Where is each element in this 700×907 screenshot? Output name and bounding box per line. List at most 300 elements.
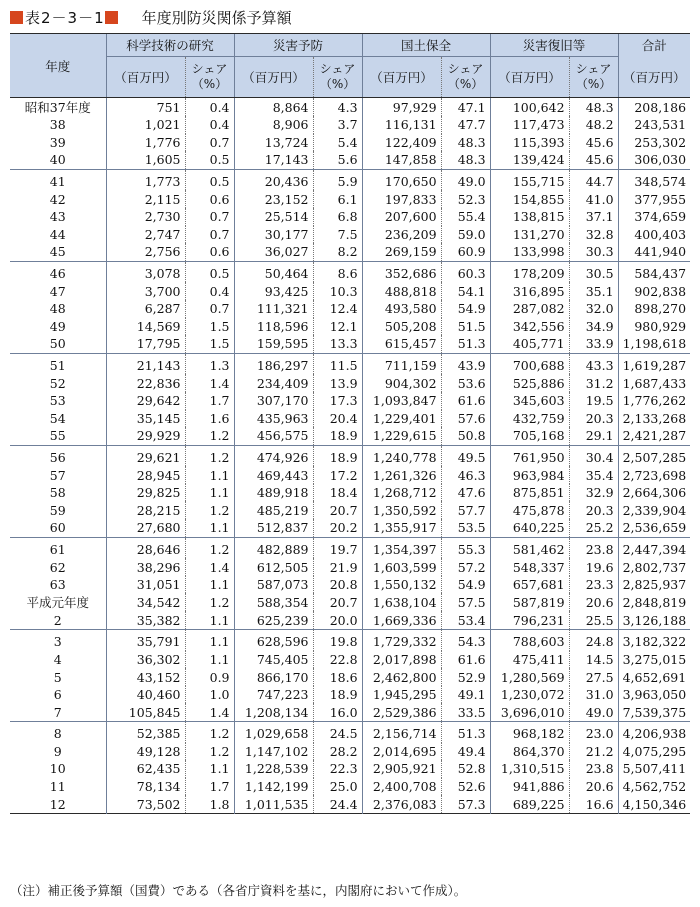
share-cell: 33.9 — [569, 335, 618, 353]
share-cell: 10.3 — [313, 282, 362, 300]
amount-cell: 1,776,262 — [618, 392, 690, 410]
share-cell: 49.1 — [441, 686, 490, 704]
amount-cell: 38,296 — [106, 558, 185, 576]
share-cell: 0.9 — [185, 668, 234, 686]
share-cell: 11.5 — [313, 353, 362, 374]
amount-cell: 1,142,199 — [234, 778, 313, 796]
share-cell: 1.4 — [185, 374, 234, 392]
amount-cell: 28,945 — [106, 466, 185, 484]
share-cell: 1.5 — [185, 335, 234, 353]
table-row — [10, 537, 690, 558]
share-cell: 0.4 — [185, 282, 234, 300]
unit-label: （百万円） — [362, 57, 441, 98]
share-cell: 55.3 — [441, 537, 490, 558]
share-cell: 6.8 — [313, 208, 362, 226]
amount-cell: 105,845 — [106, 703, 185, 721]
amount-cell: 628,596 — [234, 630, 313, 651]
amount-cell: 197,833 — [362, 190, 441, 208]
amount-cell: 155,715 — [490, 169, 569, 190]
table-row — [10, 703, 690, 721]
year-cell: 62 — [49, 559, 66, 575]
share-cell: 17.3 — [313, 392, 362, 410]
table-title-text: 年度別防災関係予算額 — [141, 8, 292, 27]
share-cell: 28.2 — [313, 743, 362, 761]
title-marker-square-icon — [10, 11, 23, 24]
amount-cell: 1,669,336 — [362, 611, 441, 629]
amount-cell: 1,029,658 — [234, 722, 313, 743]
amount-cell: 5,507,411 — [618, 760, 690, 778]
amount-cell: 548,337 — [490, 558, 569, 576]
share-cell: 45.6 — [569, 134, 618, 152]
amount-cell: 2,400,708 — [362, 778, 441, 796]
share-cell: 1.2 — [185, 722, 234, 743]
table-row — [10, 335, 690, 353]
amount-cell: 482,889 — [234, 537, 313, 558]
amount-cell: 78,134 — [106, 778, 185, 796]
share-cell: 19.5 — [569, 392, 618, 410]
share-cell: 27.5 — [569, 668, 618, 686]
share-cell: 24.4 — [313, 795, 362, 813]
amount-cell: 1,354,397 — [362, 537, 441, 558]
share-cell: 22.8 — [313, 651, 362, 669]
year-cell: 49 — [49, 318, 66, 334]
amount-cell: 116,131 — [362, 116, 441, 134]
amount-cell: 1,619,287 — [618, 353, 690, 374]
amount-cell: 3,078 — [106, 261, 185, 282]
amount-cell: 485,219 — [234, 501, 313, 519]
share-cell: 1.8 — [185, 795, 234, 813]
share-cell: 19.7 — [313, 537, 362, 558]
amount-cell: 147,858 — [362, 151, 441, 169]
year-cell: 9 — [53, 743, 62, 759]
amount-cell: 711,159 — [362, 353, 441, 374]
amount-cell: 475,411 — [490, 651, 569, 669]
amount-cell: 1,350,592 — [362, 501, 441, 519]
share-cell: 53.6 — [441, 374, 490, 392]
amount-cell: 6,287 — [106, 300, 185, 318]
amount-cell: 154,855 — [490, 190, 569, 208]
share-cell: 0.7 — [185, 226, 234, 244]
amount-cell: 73,502 — [106, 795, 185, 813]
amount-cell: 1,638,104 — [362, 593, 441, 611]
share-cell: 0.7 — [185, 208, 234, 226]
amount-cell: 27,680 — [106, 519, 185, 537]
share-cell: 51.5 — [441, 318, 490, 336]
share-cell: 52.9 — [441, 668, 490, 686]
share-cell: 30.4 — [569, 445, 618, 466]
table-row — [10, 484, 690, 502]
amount-cell: 700,688 — [490, 353, 569, 374]
amount-cell: 405,771 — [490, 335, 569, 353]
year-cell: 39 — [49, 134, 66, 150]
year-cell: 50 — [49, 336, 66, 352]
share-cell: 33.5 — [441, 703, 490, 721]
table-title — [10, 6, 292, 28]
share-cell: 0.4 — [185, 116, 234, 134]
amount-cell: 4,075,295 — [618, 743, 690, 761]
share-cell: 23.3 — [569, 576, 618, 594]
share-cell: 0.6 — [185, 243, 234, 261]
share-cell: 21.9 — [313, 558, 362, 576]
amount-cell: 512,837 — [234, 519, 313, 537]
amount-cell: 1,228,539 — [234, 760, 313, 778]
amount-cell: 864,370 — [490, 743, 569, 761]
budget-table — [10, 33, 690, 814]
year-cell: 5 — [53, 669, 62, 685]
amount-cell: 4,652,691 — [618, 668, 690, 686]
amount-cell: 2,536,659 — [618, 519, 690, 537]
amount-cell: 588,354 — [234, 593, 313, 611]
share-cell: 20.6 — [569, 778, 618, 796]
amount-cell: 640,225 — [490, 519, 569, 537]
share-cell: 47.1 — [441, 98, 490, 117]
table-row — [10, 558, 690, 576]
share-cell: 35.1 — [569, 282, 618, 300]
amount-cell: 475,878 — [490, 501, 569, 519]
amount-cell: 234,409 — [234, 374, 313, 392]
amount-cell: 3,126,188 — [618, 611, 690, 629]
amount-cell: 35,145 — [106, 410, 185, 428]
share-cell: 23.0 — [569, 722, 618, 743]
amount-cell: 866,170 — [234, 668, 313, 686]
table-row — [10, 374, 690, 392]
share-cell: 1.1 — [185, 466, 234, 484]
amount-cell: 1,550,132 — [362, 576, 441, 594]
amount-cell: 13,724 — [234, 134, 313, 152]
amount-cell: 761,950 — [490, 445, 569, 466]
share-cell: 37.1 — [569, 208, 618, 226]
share-cell: 12.4 — [313, 300, 362, 318]
table-row — [10, 134, 690, 152]
table-row — [10, 778, 690, 796]
amount-cell: 751 — [106, 98, 185, 117]
amount-cell: 941,886 — [490, 778, 569, 796]
share-cell: 49.5 — [441, 445, 490, 466]
table-row — [10, 282, 690, 300]
amount-cell: 4,150,346 — [618, 795, 690, 813]
amount-cell: 902,838 — [618, 282, 690, 300]
year-cell: 51 — [49, 358, 66, 374]
amount-cell: 23,152 — [234, 190, 313, 208]
header-conservation: 国土保全 — [362, 34, 490, 57]
amount-cell: 2,133,268 — [618, 410, 690, 428]
share-cell: 43.9 — [441, 353, 490, 374]
amount-cell: 1,230,072 — [490, 686, 569, 704]
amount-cell: 36,302 — [106, 651, 185, 669]
amount-cell: 2,848,819 — [618, 593, 690, 611]
share-cell: 34.9 — [569, 318, 618, 336]
amount-cell: 25,514 — [234, 208, 313, 226]
share-cell: 19.6 — [569, 558, 618, 576]
share-cell: 1.1 — [185, 651, 234, 669]
amount-cell: 2,723,698 — [618, 466, 690, 484]
amount-cell: 138,815 — [490, 208, 569, 226]
amount-cell: 456,575 — [234, 427, 313, 445]
amount-cell: 8,906 — [234, 116, 313, 134]
amount-cell: 20,436 — [234, 169, 313, 190]
year-cell: 平成元年度 — [26, 595, 89, 611]
year-cell: 昭和37年度 — [24, 100, 91, 115]
share-cell: 6.1 — [313, 190, 362, 208]
table-row — [10, 151, 690, 169]
amount-cell: 139,424 — [490, 151, 569, 169]
year-cell: 3 — [53, 634, 62, 650]
year-cell: 53 — [49, 393, 66, 409]
share-cell: 57.3 — [441, 795, 490, 813]
amount-cell: 2,507,285 — [618, 445, 690, 466]
table-row — [10, 743, 690, 761]
share-cell: 20.3 — [569, 410, 618, 428]
year-cell: 55 — [49, 428, 66, 444]
table-row — [10, 466, 690, 484]
amount-cell: 35,382 — [106, 611, 185, 629]
share-cell: 20.0 — [313, 611, 362, 629]
amount-cell: 122,409 — [362, 134, 441, 152]
amount-cell: 2,014,695 — [362, 743, 441, 761]
year-cell: 60 — [49, 520, 66, 536]
year-cell: 63 — [49, 577, 66, 593]
share-cell: 16.6 — [569, 795, 618, 813]
amount-cell: 374,659 — [618, 208, 690, 226]
amount-cell: 34,542 — [106, 593, 185, 611]
amount-cell: 1,229,401 — [362, 410, 441, 428]
amount-cell: 115,393 — [490, 134, 569, 152]
share-cell: 1.4 — [185, 558, 234, 576]
share-cell: 1.1 — [185, 576, 234, 594]
unit-label: （百万円） — [106, 57, 185, 98]
table-row — [10, 668, 690, 686]
amount-cell: 342,556 — [490, 318, 569, 336]
year-cell: 6 — [53, 687, 62, 703]
share-label: シェア （%） — [185, 57, 234, 98]
share-cell: 48.2 — [569, 116, 618, 134]
year-cell: 4 — [53, 651, 62, 667]
amount-cell: 2,462,800 — [362, 668, 441, 686]
share-cell: 31.0 — [569, 686, 618, 704]
share-cell: 30.5 — [569, 261, 618, 282]
share-cell: 17.2 — [313, 466, 362, 484]
share-cell: 1.0 — [185, 686, 234, 704]
year-cell: 43 — [49, 209, 66, 225]
amount-cell: 2,115 — [106, 190, 185, 208]
share-cell: 13.3 — [313, 335, 362, 353]
amount-cell: 4,562,752 — [618, 778, 690, 796]
table-row — [10, 795, 690, 813]
amount-cell: 377,955 — [618, 190, 690, 208]
share-cell: 8.2 — [313, 243, 362, 261]
share-cell: 51.3 — [441, 335, 490, 353]
share-cell: 44.7 — [569, 169, 618, 190]
share-cell: 1.1 — [185, 484, 234, 502]
amount-cell: 100,642 — [490, 98, 569, 117]
amount-cell: 131,270 — [490, 226, 569, 244]
year-cell: 47 — [49, 283, 66, 299]
amount-cell: 29,929 — [106, 427, 185, 445]
share-cell: 52.6 — [441, 778, 490, 796]
share-cell: 20.7 — [313, 501, 362, 519]
amount-cell: 8,864 — [234, 98, 313, 117]
footnote: （注）補正後予算額（国費）である（各省庁資料を基に，内閣府において作成）。 — [10, 883, 467, 898]
amount-cell: 3,963,050 — [618, 686, 690, 704]
share-cell: 51.3 — [441, 722, 490, 743]
share-cell: 0.5 — [185, 169, 234, 190]
amount-cell: 657,681 — [490, 576, 569, 594]
amount-cell: 35,791 — [106, 630, 185, 651]
amount-cell: 505,208 — [362, 318, 441, 336]
year-cell: 54 — [49, 410, 66, 426]
share-cell: 1.6 — [185, 410, 234, 428]
amount-cell: 36,027 — [234, 243, 313, 261]
table-row — [10, 427, 690, 445]
share-cell: 5.4 — [313, 134, 362, 152]
table-row — [10, 410, 690, 428]
year-cell: 45 — [49, 244, 66, 260]
table-body — [10, 98, 690, 814]
amount-cell: 159,595 — [234, 335, 313, 353]
amount-cell: 2,156,714 — [362, 722, 441, 743]
amount-cell: 968,182 — [490, 722, 569, 743]
share-cell: 52.3 — [441, 190, 490, 208]
share-cell: 20.2 — [313, 519, 362, 537]
year-cell: 48 — [49, 301, 66, 317]
amount-cell: 31,051 — [106, 576, 185, 594]
amount-cell: 2,905,921 — [362, 760, 441, 778]
amount-cell: 243,531 — [618, 116, 690, 134]
amount-cell: 97,929 — [362, 98, 441, 117]
share-cell: 1.5 — [185, 318, 234, 336]
share-cell: 0.4 — [185, 98, 234, 117]
amount-cell: 348,574 — [618, 169, 690, 190]
amount-cell: 581,462 — [490, 537, 569, 558]
amount-cell: 2,421,287 — [618, 427, 690, 445]
share-cell: 47.7 — [441, 116, 490, 134]
share-label: シェア （%） — [441, 57, 490, 98]
amount-cell: 1,268,712 — [362, 484, 441, 502]
share-cell: 32.8 — [569, 226, 618, 244]
amount-cell: 788,603 — [490, 630, 569, 651]
share-cell: 55.4 — [441, 208, 490, 226]
share-cell: 13.9 — [313, 374, 362, 392]
share-cell: 18.9 — [313, 686, 362, 704]
amount-cell: 2,802,737 — [618, 558, 690, 576]
year-cell: 12 — [49, 796, 66, 812]
year-cell: 8 — [53, 726, 62, 742]
share-cell: 12.1 — [313, 318, 362, 336]
share-cell: 54.1 — [441, 282, 490, 300]
share-cell: 60.9 — [441, 243, 490, 261]
amount-cell: 1,147,102 — [234, 743, 313, 761]
share-cell: 48.3 — [569, 98, 618, 117]
amount-cell: 1,773 — [106, 169, 185, 190]
amount-cell: 435,963 — [234, 410, 313, 428]
table-row — [10, 501, 690, 519]
amount-cell: 1,729,332 — [362, 630, 441, 651]
amount-cell: 689,225 — [490, 795, 569, 813]
amount-cell: 747,223 — [234, 686, 313, 704]
table-row — [10, 445, 690, 466]
share-cell: 18.6 — [313, 668, 362, 686]
share-cell: 0.7 — [185, 134, 234, 152]
table-row — [10, 611, 690, 629]
share-cell: 1.2 — [185, 427, 234, 445]
share-cell: 20.7 — [313, 593, 362, 611]
share-cell: 3.7 — [313, 116, 362, 134]
amount-cell: 584,437 — [618, 261, 690, 282]
amount-cell: 587,819 — [490, 593, 569, 611]
share-cell: 16.0 — [313, 703, 362, 721]
share-cell: 57.5 — [441, 593, 490, 611]
share-cell: 14.5 — [569, 651, 618, 669]
share-cell: 41.0 — [569, 190, 618, 208]
table-row — [10, 318, 690, 336]
title-marker-square-icon — [105, 11, 118, 24]
share-cell: 7.5 — [313, 226, 362, 244]
share-cell: 1.7 — [185, 392, 234, 410]
share-cell: 60.3 — [441, 261, 490, 282]
amount-cell: 287,082 — [490, 300, 569, 318]
amount-cell: 612,505 — [234, 558, 313, 576]
amount-cell: 625,239 — [234, 611, 313, 629]
amount-cell: 62,435 — [106, 760, 185, 778]
amount-cell: 133,998 — [490, 243, 569, 261]
share-cell: 5.6 — [313, 151, 362, 169]
amount-cell: 7,539,375 — [618, 703, 690, 721]
amount-cell: 3,182,322 — [618, 630, 690, 651]
amount-cell: 17,795 — [106, 335, 185, 353]
table-row — [10, 392, 690, 410]
share-label: シェア （%） — [313, 57, 362, 98]
amount-cell: 980,929 — [618, 318, 690, 336]
amount-cell: 1,021 — [106, 116, 185, 134]
share-cell: 61.6 — [441, 392, 490, 410]
amount-cell: 1,280,569 — [490, 668, 569, 686]
share-cell: 61.6 — [441, 651, 490, 669]
table-row — [10, 593, 690, 611]
header-research: 科学技術の研究 — [106, 34, 234, 57]
share-cell: 50.8 — [441, 427, 490, 445]
amount-cell: 2,529,386 — [362, 703, 441, 721]
share-cell: 22.3 — [313, 760, 362, 778]
table-row — [10, 169, 690, 190]
share-cell: 18.9 — [313, 445, 362, 466]
amount-cell: 525,886 — [490, 374, 569, 392]
amount-cell: 1,229,615 — [362, 427, 441, 445]
unit-label: （百万円） — [490, 57, 569, 98]
amount-cell: 28,646 — [106, 537, 185, 558]
amount-cell: 1,355,917 — [362, 519, 441, 537]
year-cell: 52 — [49, 375, 66, 391]
amount-cell: 1,605 — [106, 151, 185, 169]
year-cell: 46 — [49, 266, 66, 282]
amount-cell: 3,696,010 — [490, 703, 569, 721]
share-cell: 57.6 — [441, 410, 490, 428]
share-cell: 1.2 — [185, 743, 234, 761]
share-cell: 24.8 — [569, 630, 618, 651]
year-cell: 59 — [49, 502, 66, 518]
share-cell: 57.2 — [441, 558, 490, 576]
header-prevention: 災害予防 — [234, 34, 362, 57]
amount-cell: 2,376,083 — [362, 795, 441, 813]
share-cell: 24.5 — [313, 722, 362, 743]
year-header: 年度 — [10, 34, 106, 98]
share-cell: 1.1 — [185, 760, 234, 778]
amount-cell: 1,261,326 — [362, 466, 441, 484]
amount-cell: 306,030 — [618, 151, 690, 169]
amount-cell: 493,580 — [362, 300, 441, 318]
amount-cell: 52,385 — [106, 722, 185, 743]
amount-cell: 352,686 — [362, 261, 441, 282]
amount-cell: 488,818 — [362, 282, 441, 300]
